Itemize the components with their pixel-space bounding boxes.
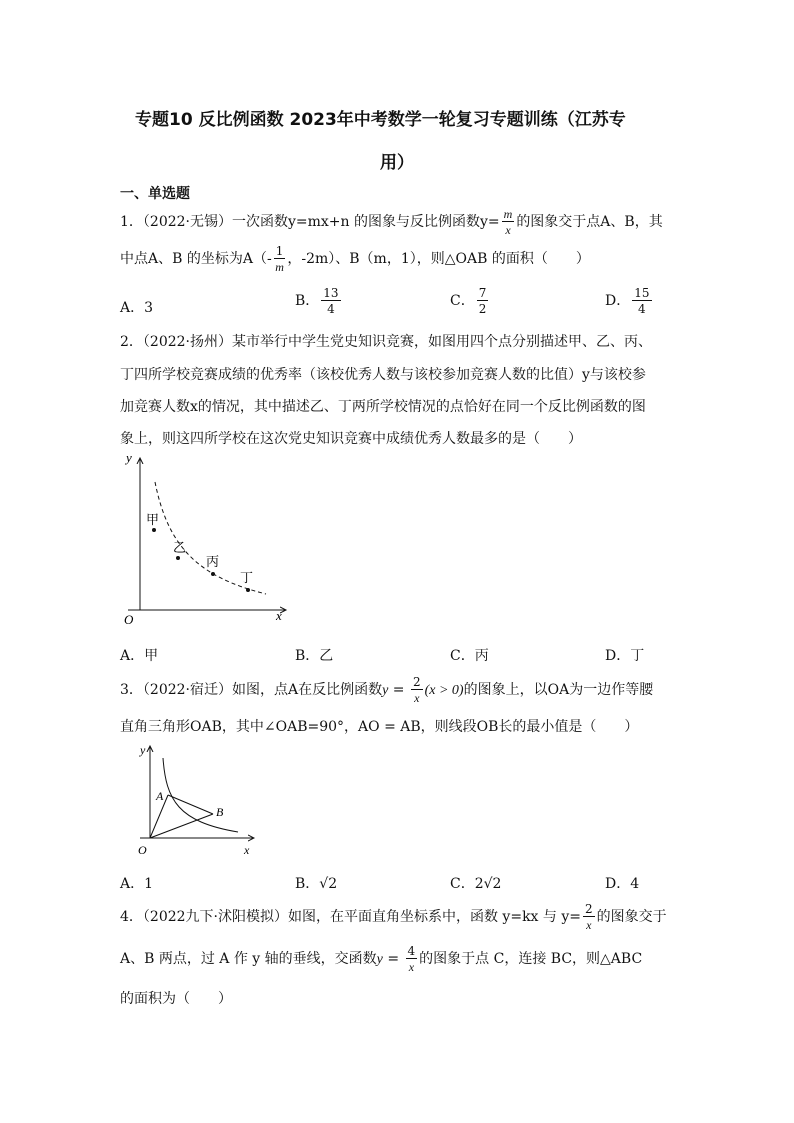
q1-line-2 — [120, 245, 590, 273]
q2-point-bing — [211, 572, 215, 576]
q3-option-b[interactable]: B．√2 — [295, 876, 338, 892]
q2-line-4: 象上，则这四所学校在这次党史知识竞赛中成绩优秀人数最多的是（ ） — [120, 431, 582, 447]
q2-line-1: 2．（2022·扬州）某市举行中学生党史知识竞赛，如图用四个点分别描述甲、乙、丙、 — [120, 334, 652, 350]
q4-fraction-4-over-x: $\frac{4}{x}$ — [407, 944, 416, 974]
q2-point-ding — [246, 588, 250, 592]
q3-segment-ob — [150, 814, 213, 838]
q2-line-2: 丁四所学校竞赛成绩的优秀率（该校优秀人数与该校参加竞赛人数的比值）y与该校参 — [120, 367, 646, 383]
q4-line-2: A、B 两点，过 A 作 y 轴的垂线，交函数y = $\frac{4}{x}$ 的图象于点 C，连接 BC，则△ABC — [120, 944, 643, 974]
q3-x-label: x — [244, 843, 250, 857]
q2-origin-label: O — [124, 612, 134, 627]
q4-text-d: 的图象于点 C，连接 BC，则△ABC — [419, 951, 643, 967]
q2-point-jia — [152, 528, 156, 532]
q3-option-c[interactable]: C．2√2 — [450, 876, 502, 892]
q1-text-d: ，-2m）、B（m，1），则△OAB 的面积（ ） — [287, 251, 590, 267]
q3-label-a: A — [156, 789, 164, 803]
q2-graph — [118, 452, 293, 630]
q1-text-b: 的图象交于点A、B，其 — [516, 214, 663, 230]
q2-option-d[interactable]: D．丁 — [605, 648, 645, 664]
q3-text-b: 的图象上，以OA为一边作等腰 — [463, 682, 654, 698]
q3-graph — [118, 740, 258, 862]
section-heading: 一、单选题 — [120, 186, 190, 202]
q4-line-3: 的面积为（ ） — [120, 991, 232, 1007]
q3-fraction-2-over-x: $\frac{2}{x}$ — [412, 675, 421, 705]
q4-line-1 — [120, 903, 667, 931]
q3-option-a[interactable]: A．1 — [120, 876, 154, 892]
q1-fraction-m-over-x: $\frac{m}{x}$ — [503, 207, 513, 237]
q4-text-c: A、B 两点，过 A 作 y 轴的垂线，交函数 — [120, 951, 377, 967]
q3-line-2: 直角三角形OAB，其中∠OAB=90°，AO = AB，则线段OB长的最小值是（ ） — [120, 719, 639, 735]
q1-fraction-1-over-m: $\frac{1}{m}$ — [275, 244, 284, 274]
q3-text-a: 3．（2022·宿迁）如图，点A在反比例函数 — [120, 682, 383, 698]
q2-label-jia: 甲 — [146, 512, 160, 527]
q2-option-c[interactable]: C．丙 — [450, 648, 489, 664]
q2-point-yi — [176, 556, 180, 560]
q3-line-1: 3．（2022·宿迁）如图，点A在反比例函数y = $\frac{2}{x}$ (x > 0)的图象上，以OA为一边作等腰 — [120, 675, 654, 705]
q2-option-a[interactable]: A．甲 — [120, 648, 159, 664]
q1-option-b[interactable]: B． $\frac{13}{4}$ — [295, 286, 339, 316]
q3-y-label: y — [140, 743, 146, 757]
q2-label-yi: 乙 — [173, 540, 187, 555]
title-line-2: 用） — [380, 153, 414, 173]
q2-line-3: 加竞赛人数x的情况，其中描述乙、丁两所学校情况的点恰好在同一个反比例函数的图 — [120, 399, 646, 415]
q3-condition: (x > 0) — [424, 683, 464, 698]
q2-label-ding: 丁 — [240, 570, 254, 585]
q3-option-d[interactable]: D．4 — [605, 876, 640, 892]
q4-text-a: 4．（2022九下·沭阳模拟）如图，在平面直角坐标系中，函数 y=kx 与 y= — [120, 909, 581, 925]
q2-x-label: x — [276, 608, 282, 623]
q4-text-b: 的图象交于 — [596, 909, 667, 925]
q1-text-a: 1．（2022·无锡）一次函数y=mx+n 的图象与反比例函数y= — [120, 214, 500, 230]
q1-option-d[interactable]: D． $\frac{15}{4}$ — [605, 286, 650, 316]
q3-origin-label: O — [138, 843, 147, 857]
q3-segment-ab — [168, 795, 213, 814]
q4-fraction-2-over-x: $\frac{2}{x}$ — [585, 902, 593, 932]
q2-y-label: y — [126, 452, 132, 465]
q2-option-b[interactable]: B．乙 — [295, 648, 334, 664]
q3-label-b: B — [216, 805, 224, 819]
q1-line-1 — [120, 208, 663, 236]
q1-option-a[interactable]: A．3 — [120, 300, 154, 316]
q2-label-bing: 丙 — [206, 554, 220, 569]
q1-text-c: 中点A、B 的坐标为A（- — [120, 251, 272, 267]
q1-option-c[interactable]: C． $\frac{7}{2}$ — [450, 286, 487, 316]
title-line-1: 专题10 反比例函数 2023年中考数学一轮复习专题训练（江苏专 — [135, 110, 626, 130]
q3-hyperbola-curve — [163, 758, 238, 832]
